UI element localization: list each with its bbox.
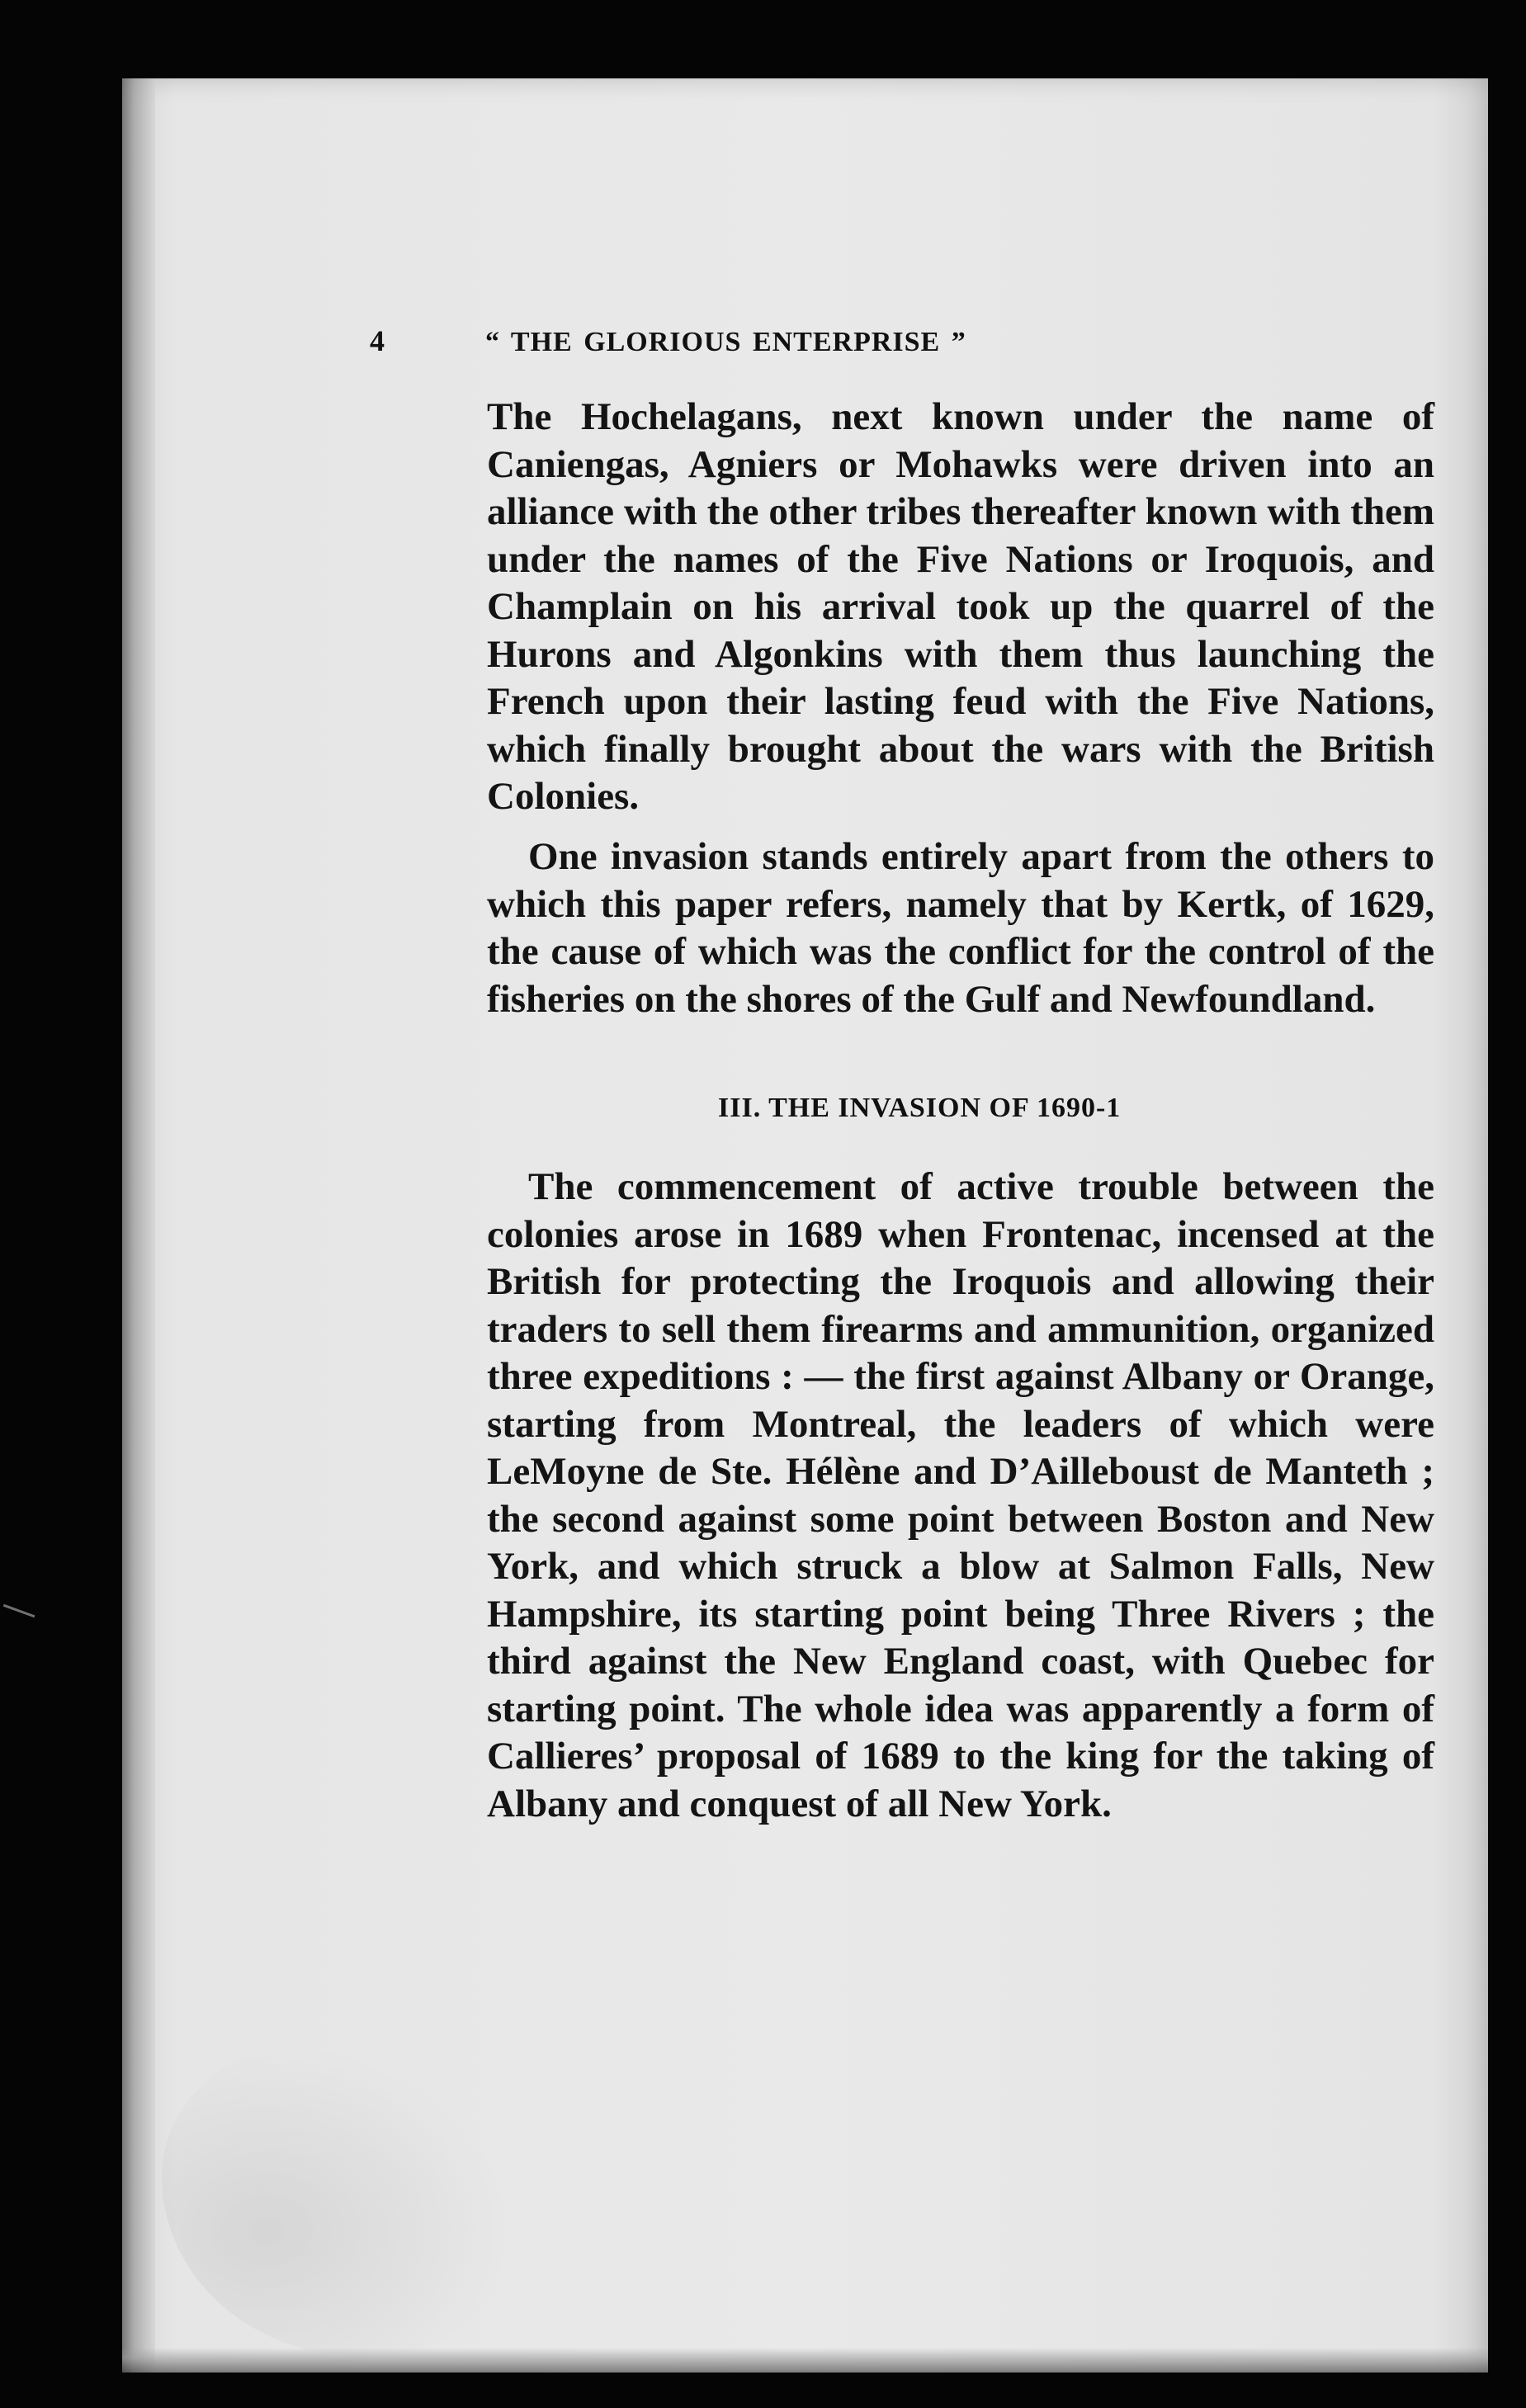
- water-stain: [162, 2042, 508, 2356]
- scan-scratch: [0, 1604, 35, 1631]
- paragraph-frontenac-expeditions: The commencement of active trouble between the colonies arose in 1689 when Frontenac, incensed at the British for protecting the Iroquois and allowing their traders to sell them firearms and ammunition, organized three expeditions : — the first against Albany or Orange, starting from Montreal, the leaders of which were LeMoyne de Ste. Hélène and D’Ailleboust de Manteth ; the second against some point between Boston and New York, and which struck a blow at Salmon Falls, New Hampshire, its starting point being Three Rivers ; the third against the New England coast, with Quebec for starting point. The whole idea was apparently a form of Callieres’ proposal of 1689 to the king for the taking of Albany and conquest of all New York.: [487, 1165, 1434, 1825]
- running-head: [370, 323, 1261, 373]
- paragraph-hochelagans: The Hochelagans, next known under the name of Caniengas, Agniers or Mohawks were driven into an alliance with the other tribes thereafter known with them under the names of the Five Nations or Iroquois, and Champlain on his arrival took up the quarrel of the Hurons and Algonkins with them thus launching the French upon their lasting feud with the Five Nations, which finally brought about the wars with the British Colonies.: [487, 395, 1434, 818]
- page-left-edge: [122, 78, 155, 2373]
- section-heading: III. THE INVASION OF 1690-1: [718, 1093, 1122, 1123]
- paragraph-kertk-invasion: One invasion stands entirely apart from the others to which this paper refers, namely that by Kertk, of 1629, the cause of which was the conflict for the control of the fisheries on the shores of the Gulf and Newfoundland.: [487, 835, 1434, 1021]
- page-number: 4: [370, 324, 385, 357]
- running-title: “ THE GLORIOUS ENTERPRISE ”: [485, 327, 966, 357]
